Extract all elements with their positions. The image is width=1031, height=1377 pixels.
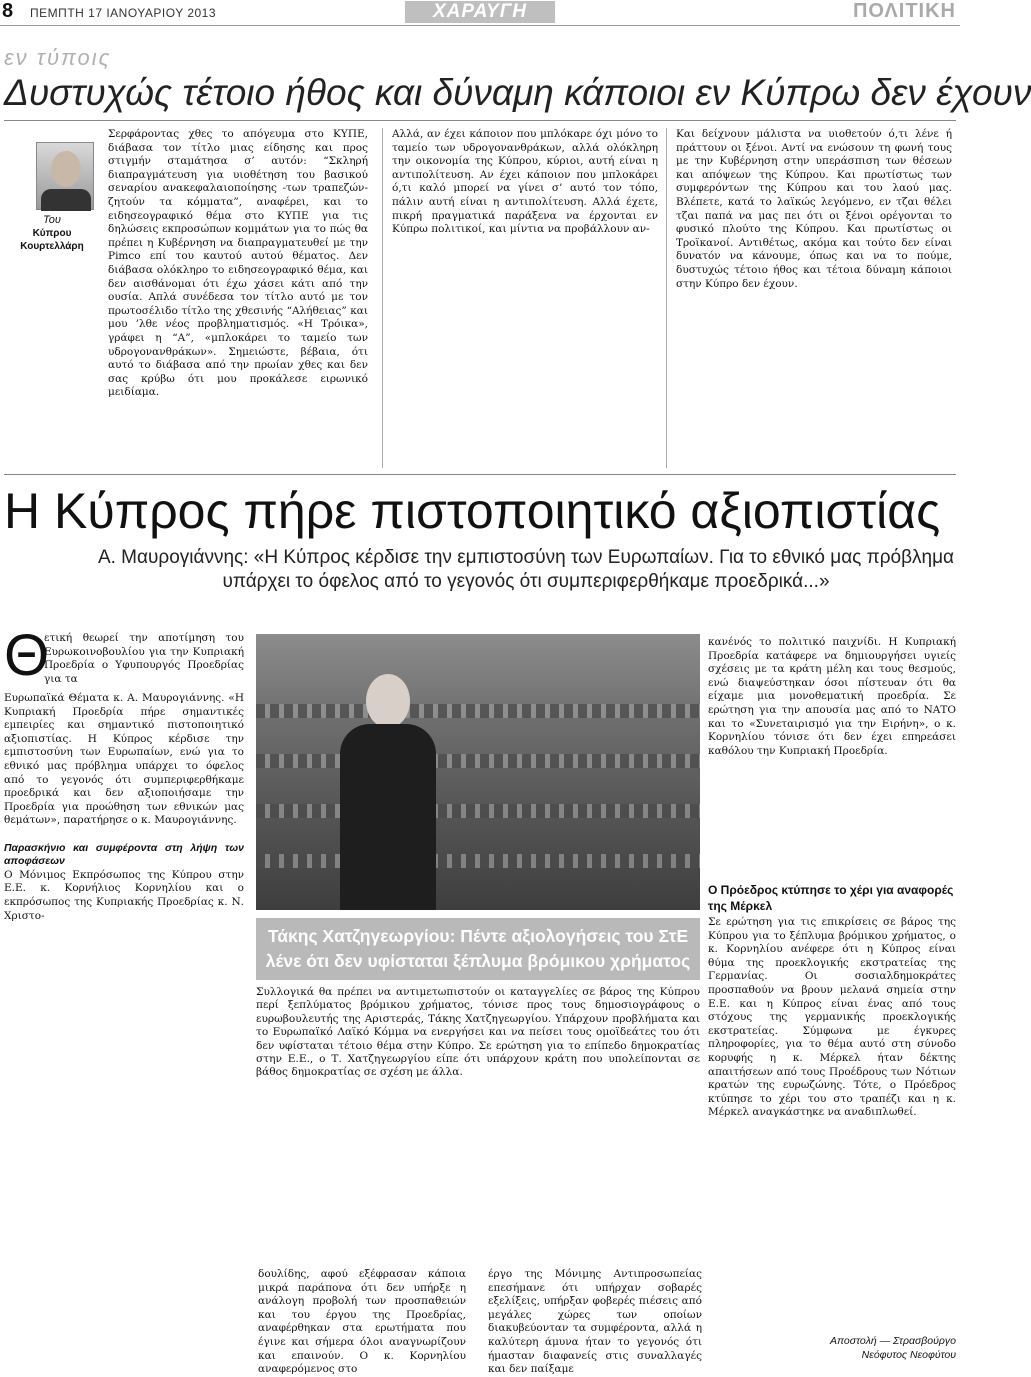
article-lead: ετική θεωρεί την αποτίμηση του Ευρωκοινοβουλίου για την Κυπριακή Προεδρία ο Υφυπουργός Προεδρίας για τα xyxy=(44,632,244,685)
main-headline: Η Κύπρος πήρε πιστοποιητικό αξιοπιστίας xyxy=(4,483,941,539)
press-photo xyxy=(256,634,700,910)
article-body-col3: κανένός το πολιτικό παιχνίδι. Η Κυπριακή Προεδρία κατάφερε να δημιουργήσει υγιείς σχέσεις με τα κράτη μέλη και τους θεσμούς, ενώ διαψεύστηκαν όσοι πίστευαν ότι θα είχαμε μια μονοθεματική προεδρία. Σε ερώτηση για την απουσία μας από το ΝΑΤΟ και το «Συνεταιρισμό για την Ειρήνη», ο κ. Κορνηλίου τόνισε ότι δεν έχει επηρεάσει καθόλου την Κυπριακή Προεδρία. xyxy=(708,636,956,757)
column-text-2: Αλλά, αν έχει κάποιον που μπλόκαρε όχι μόνο το ταμείο των υδρογονανθράκων, αλλά ολόκληρη την οικονομία της Κύπρου, κύριοι, αυτή είναι η αντιπολίτευση. Αν έχει κάποιον που μπλοκάρει ό,τι καλό μπορεί να γίνει σ’ αυτό τον τόπο, πάλιν αυτή είναι η αντιπολίτευση. Αλλά έχετε, πικρή πραγματικά παράξενα να έρχονται εν Κύπρω πολιτικοί, και μίντια να προβάλλουν αν- xyxy=(392,128,658,236)
byline-name: Νεόφυτος Νεοφύτου xyxy=(861,1349,956,1361)
speaker-head xyxy=(366,674,410,728)
byline-location: Αποστολή — Στρασβούργο xyxy=(830,1335,956,1347)
author-photo xyxy=(36,142,94,210)
divider xyxy=(4,120,956,121)
sidebar-headline-line1: Τάκης Χατζηγεωργίου: Πέντε αξιολογήσεις του ΣτΕ xyxy=(267,926,689,946)
masthead-logo: ΧΑΡΑΥΓΗ xyxy=(405,1,555,23)
column-text-3: Και δείχνουν μάλιστα να υιοθετούν ό,τι λένε ή πράττουν οι ξένοι. Αντί να ενώσουν τη φωνή τους με την Κυβέρνηση στην υπεράσπιση των θέσεων και απόψεων της Κύπρου. Και πρωτίστως των συμφερόντων της Κύπρου και του λαού μας. Βλέπετε, κατά το λαϊκώς λεγόμενο, εν τζαι θέλει τζαι παπά να μας πει ότι οι ξένοι ορέγονται το φυσικό πλούτο της Κύπρου. Και πρωτίστως οι Τροϊκανοί. Αντιθέτως, ακόμα και τούτο δεν είναι δυνατόν να κάνουμε, όπως και να το πούμε, δυστυχώς τέτοιο ήθος και τέτοια δύναμη κάποιοι στην Κύπρο δεν έχουν. xyxy=(676,128,952,290)
author-credit xyxy=(4,214,100,253)
article-body-col2a: δουλίδης, αφού εξέφρασαν κάποια μικρά παράπονα ότι δεν υπήρξε η ανάλογη προβολή των προσπαθειών και του έργου της Προεδρίας, αναφέρθηκαν στα ερωτήματα που έγινε και σήμερα όλοι αναγνωρίζουν και επαινούν. Ο κ. Κορνηλίου αναφερόμενος στο xyxy=(258,1268,466,1376)
author-name: Κύπρου Κουρτελλάρη xyxy=(20,228,84,252)
article-body-col3b: Σε ερώτηση για τις επικρίσεις σε βάρος της Κύπρου για το ξέπλυμα βρόμικου χρήματος, ο κ. Κορνηλίου ανέφερε ότι η Κύπρος είναι θύμα της προεκλογικής εκστρατείας της Γερμανίας. Οι σοσιαλδημοκράτες προσπαθούν να βρουν μελανά σημεία στην Ε.Ε. και η Κύπρος είναι ένας από τους στόχους της γερμανικής προεκλογικής εκστρατείας. Σύμφωνα με έγκυρες πληροφορίες, για το θέμα αυτό στη σύνοδο κορυφής η κ. Μέρκελ ήταν δέκτης απαιτήσεων από τους Προέδρους των Νότιων κρατών της ευρωζώνης. Τότε, ο Πρόεδρος κτύπησε το χέρι του στο τραπέζι και η κ. Μέρκελ αναγκάστηκε να αναδιπλωθεί. xyxy=(708,916,956,1119)
photo-bench-row xyxy=(256,754,700,768)
article-body-col2b: έργο της Μόνιμης Αντιπροσωπείας επεσήμανε ότι υπήρχαν σοβαρές εξελίξεις, υπήρξαν φοβερές πιέσεις από μεγάλες χώρες των οποίων διακυβεύονταν τα συμφέροντα, αλλά η καλύτερη άμυνα ήταν το γεγονός ότι ήμασταν διαφανείς στις συναλλαγές και δεν παίξαμε xyxy=(488,1268,702,1376)
sidebar-headline-line2: λένε ότι δεν υφίσταται ξέπλυμα βρόμικου χρήματος xyxy=(265,951,691,971)
byline xyxy=(708,1334,956,1362)
page-number: 8 xyxy=(2,0,14,22)
drop-cap: Θ xyxy=(4,623,50,688)
subheading: Ο Πρόεδρος κτύπησε το χέρι για αναφορές της Μέρκελ xyxy=(708,883,954,913)
speaker-body xyxy=(340,724,436,910)
article-text: Ο Μόνιμος Εκπρόσωπος της Κύπρου στην Ε.Ε. κ. Κορνήλιος Κορνηλίου και ο εκπρόσωπος της Κυπριακής Προεδρίας κ. Ν. Χριστο- xyxy=(4,868,244,922)
page-header xyxy=(0,0,960,26)
photo-bench-row xyxy=(256,804,700,818)
photo-bench-row xyxy=(256,704,700,718)
section-label: ΠΟΛΙΤΙΚΗ xyxy=(852,0,956,22)
column-text-1: Σερφάροντας χθες το απόγευμα στο ΚΥΠΕ, διάβασα τον τίτλο μιας είδησης και προς στιγμήν σταμάτησα σ’ αυτόν: “Σκληρή διαπραγμάτευση για υιοθέτηση του βασικού σεναρίου ανακεφαλαιοποίησης -των τραπεζών- ζητούν τα κόμματα”, αναφέρει, και το ειδησεογραφικό θέμα στο ΚΥΠΕ για τις δηλώσεις εκπροσώπων κομμάτων για το πώς θα πρέπει η Κυβέρνηση να διαπραγματευθεί με την Pimco επί του καυτού αυτού θέματος. Δεν διάβασα ολόκληρο το ειδησεογραφικό θέμα, και δεν αισθάνομαι ότι έχω χάσει κάτι από την ουσία. Απλά συνέδεσα τον τίτλο αυτό με τον πρωτοσέλιδο τίτλο της χθεσινής “Αλήθειας” και μου ’λθε νέος προβληματισμός. «Η Τρόικα», γράφει η “Α”, «μπλοκάρει το ταμείο των υδρογονανθράκων». Σημειώστε, βέβαια, ότι αυτό το διάβασα από την πρωίαν χθες και δεν σας κρύβω ότι μου προκάλεσε ειρωνικό μειδίαμα. xyxy=(108,128,368,399)
column-divider xyxy=(666,128,667,468)
sidebar-headline-box xyxy=(256,918,700,980)
column-kicker: εν τύποις xyxy=(4,45,112,70)
photo-speaker xyxy=(340,674,436,910)
author-prefix: Του xyxy=(43,214,61,226)
column-headline: Δυστυχώς τέτοιο ήθος και δύναμη κάποιοι εν Κύπρω δεν έχουν xyxy=(4,72,1031,113)
author-face xyxy=(51,151,81,187)
main-deck: Α. Μαυρογιάννης: «Η Κύπρος κέρδισε την εμπιστοσύνη των Ευρωπαίων. Για το εθνικό μας πρόβλημα υπάρχει το όφελος από το γεγονός ότι συμπεριφερθήκαμε προεδρικά...» xyxy=(97,547,955,592)
sidebar-text: Συλλογικά θα πρέπει να αντιμετωπιστούν οι καταγγελίες σε βάρος της Κύπρου περί ξεπλύματος βρόμικου χρήματος, τόνισε προς τους δημοσιογράφους ο ευρωβουλευτής της Αριστεράς, Τάκης Χατζηγεωργίου. Υπάρχουν προβλήματα και το Ευρωπαϊκό Λαϊκό Κόμμα να ενεργήσει και να πείσει τους ομοϊδεάτες του ότι δεν υφίσταται τέτοιο θέμα στην Κύπρο. Σε ερώτηση για το επίπεδο δημοκρατίας στην Ε.Ε., ο Τ. Χατζηγεωργίου είπε ότι υπάρχουν κράτη που υπολείπονται σε βάθος δημοκρατίας σε σχέση με άλλα. xyxy=(256,986,700,1079)
column-divider xyxy=(382,128,383,468)
issue-date: ΠΕΜΠΤΗ 17 ΙΑΝΟΥΑΡΙΟΥ 2013 xyxy=(30,6,217,20)
divider xyxy=(4,474,956,475)
author-suit xyxy=(41,189,91,211)
subheading: Παρασκήνιο και συμφέροντα στη λήψη των αποφάσεων xyxy=(4,841,244,868)
photo-bench-row xyxy=(256,854,700,868)
article-text: Ευρωπαϊκά Θέματα κ. Α. Μαυρογιάννης. «Η Κυπριακή Προεδρία πήρε σημαντικές εμπειρίες και σημαντικό πιστοποιητικό αξιοπιστίας. Η Κύπρος κέρδισε την εμπιστοσύνη των Ευρωπαίων, ενώ για το εθνικό μας πρόβλημα υπάρχει το όφελος από το γεγονός ότι συμπεριφερθήκαμε προεδρικά και δεν αξιοποιήσαμε την Προεδρία για προώθηση των εθνικών μας θεμάτων», παρατήρησε ο κ. Μαυρογιάννης. xyxy=(4,692,244,827)
article-body-col1 xyxy=(4,692,244,1236)
